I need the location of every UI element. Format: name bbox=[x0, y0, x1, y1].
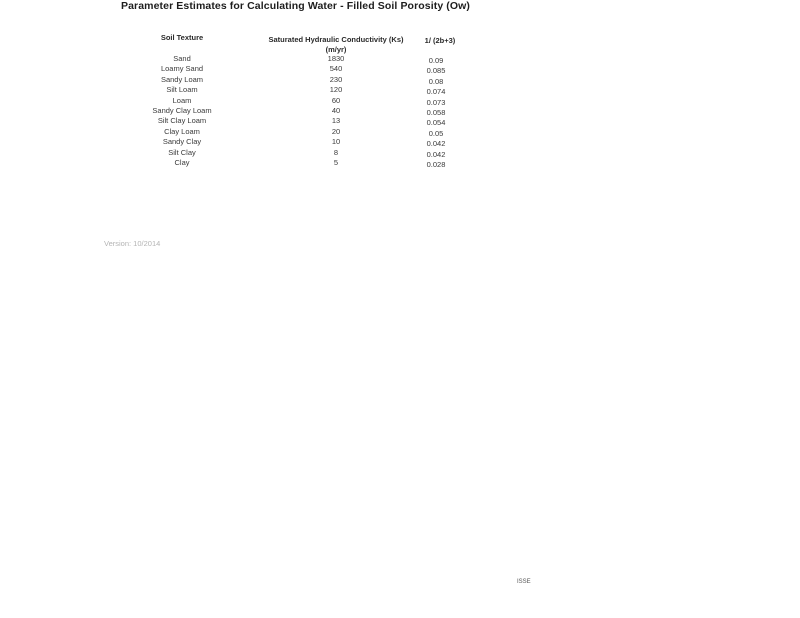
cell-exponent: 0.074 bbox=[426, 87, 446, 97]
cell-ksat: 60 bbox=[331, 95, 341, 105]
cell-exponent: 0.09 bbox=[428, 56, 444, 65]
table-row bbox=[0, 116, 800, 126]
header-ksat-label: Saturated Hydraulic Conductivity (Ks) bbox=[268, 35, 404, 44]
version-label: Version: 10/2014 bbox=[104, 239, 161, 248]
cell-exponent: 0.042 bbox=[426, 149, 446, 159]
cell-soil-texture: Clay bbox=[174, 157, 190, 167]
cell-soil-texture: Loamy Sand bbox=[160, 64, 204, 74]
header-soil-texture: Soil Texture bbox=[160, 33, 204, 42]
cell-ksat: 20 bbox=[331, 126, 341, 136]
header-exponent: 1/ (2b+3) bbox=[424, 36, 456, 45]
table-row bbox=[0, 54, 800, 64]
table-row bbox=[0, 106, 800, 116]
cell-soil-texture: Loam bbox=[172, 95, 192, 105]
cell-ksat: 10 bbox=[331, 137, 341, 147]
table-row bbox=[0, 75, 800, 85]
cell-exponent: 0.054 bbox=[426, 118, 446, 128]
cell-exponent: 0.042 bbox=[426, 139, 446, 149]
header-ksat-unit: (m/yr) bbox=[325, 44, 347, 54]
cell-exponent: 0.05 bbox=[428, 128, 444, 138]
cell-ksat: 5 bbox=[333, 157, 339, 167]
cell-soil-texture: Sand bbox=[173, 54, 191, 63]
cell-soil-texture: Sandy Clay bbox=[162, 137, 202, 147]
cell-soil-texture: Sandy Clay Loam bbox=[152, 105, 212, 115]
cell-ksat: 120 bbox=[329, 85, 343, 95]
table-row bbox=[0, 148, 800, 158]
table-body bbox=[0, 54, 800, 168]
parameter-table bbox=[0, 0, 800, 200]
header-saturated-hydraulic-conductivity bbox=[248, 35, 424, 54]
table-row bbox=[0, 158, 800, 168]
table-row bbox=[0, 96, 800, 106]
cell-exponent: 0.085 bbox=[426, 66, 446, 76]
table-row bbox=[0, 127, 800, 137]
cell-soil-texture: Sandy Loam bbox=[160, 74, 204, 84]
cell-ksat: 8 bbox=[333, 147, 339, 157]
cell-ksat: 1830 bbox=[327, 54, 345, 63]
cell-soil-texture: Clay Loam bbox=[164, 126, 200, 136]
cell-soil-texture: Silt Clay Loam bbox=[157, 116, 207, 126]
cell-soil-texture: Silt Clay bbox=[168, 147, 196, 157]
table-row bbox=[0, 85, 800, 95]
cell-ksat: 230 bbox=[329, 74, 343, 84]
cell-ksat: 540 bbox=[329, 64, 343, 74]
cell-ksat: 40 bbox=[331, 105, 341, 115]
cell-ksat: 13 bbox=[331, 116, 341, 126]
table-row bbox=[0, 64, 800, 74]
cell-exponent: 0.073 bbox=[426, 97, 446, 107]
cell-exponent: 0.058 bbox=[426, 107, 446, 117]
cell-exponent: 0.08 bbox=[428, 76, 444, 86]
page-mark: ISSE bbox=[517, 579, 531, 585]
cell-exponent: 0.028 bbox=[426, 159, 446, 169]
table-row bbox=[0, 137, 800, 147]
document-title: Parameter Estimates for Calculating Water - Filled Soil Porosity (Ow) bbox=[121, 0, 471, 12]
cell-soil-texture: Silt Loam bbox=[166, 85, 198, 95]
